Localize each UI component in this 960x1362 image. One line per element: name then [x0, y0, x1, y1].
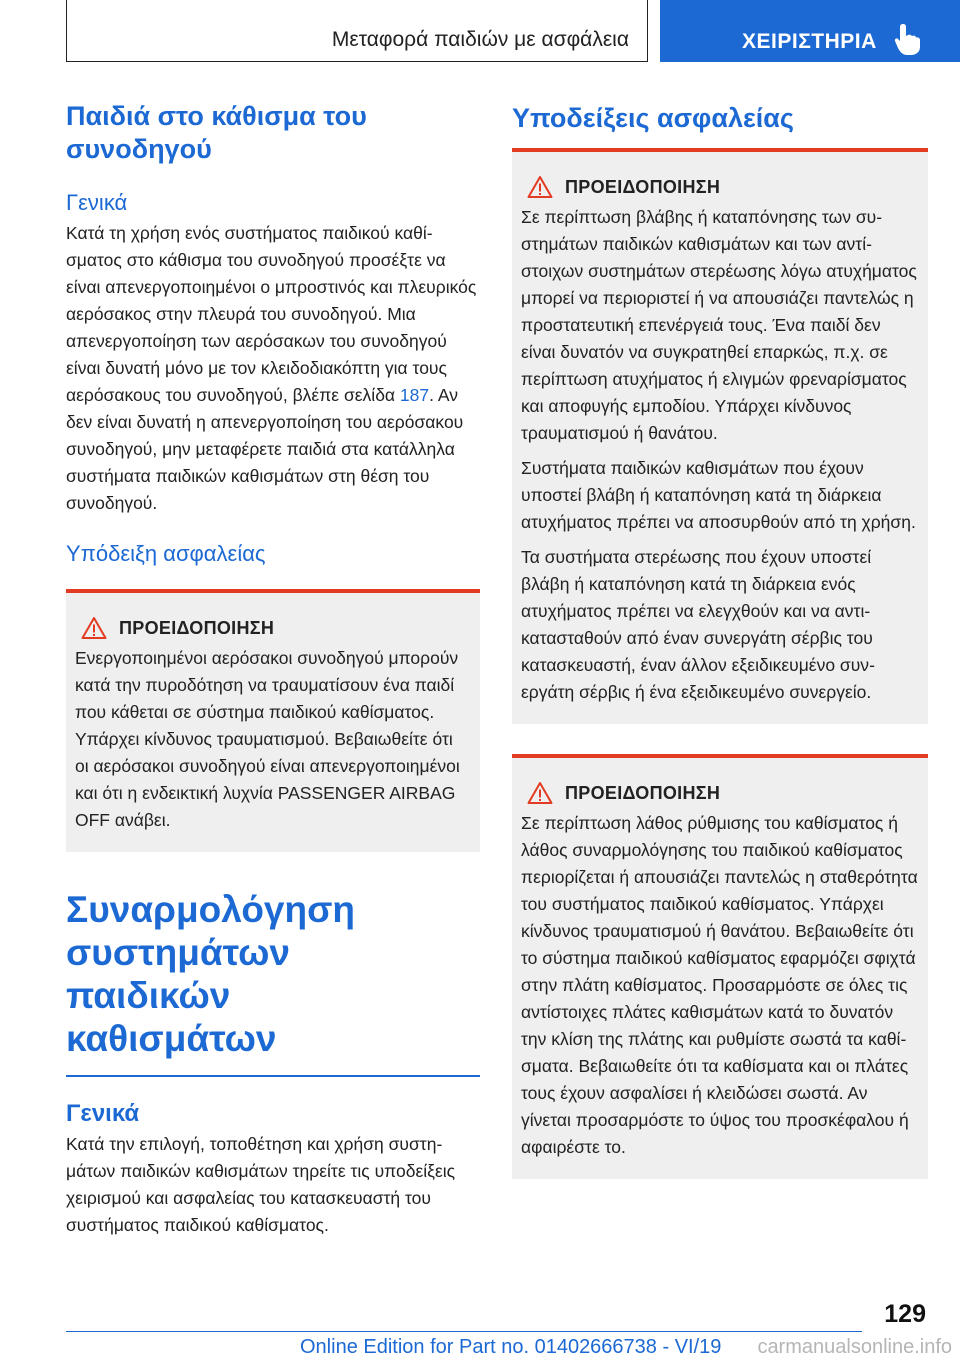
chapter-tab-label: ΧΕΙΡΙΣΤΗΡΙΑ	[742, 30, 877, 53]
warning-triangle-icon	[81, 616, 107, 640]
warning-title: ΠΡΟΕΙΔΟΠΟΙΗΣΗ	[119, 617, 275, 638]
subheading-safety-note: Υπόδειξη ασφαλείας	[66, 541, 266, 566]
section-heading-assembly: Συναρμολόγηση συστημάτων παιδικών καθισμάτων	[66, 889, 356, 1059]
header-title-box	[66, 0, 648, 62]
warning-header	[75, 615, 471, 641]
chapter-tab[interactable]	[660, 0, 960, 62]
warning-triangle-icon	[527, 781, 553, 805]
warning-header	[521, 174, 919, 200]
page-number: 129	[884, 1300, 926, 1328]
warning-text: Ενεργοποιημένοι αερόσακοι συνοδηγού μπορούν κατά την πυροδότηση να τραυματίσουν ένα παιδί που κάθεται σε σύστημα παιδικού καθίσματος. Υπάρχει κίνδυνος τραυματισμού. Βεβαιωθείτε ότι οι αερόσακοι συνοδηγού είναι απενεργοποιημένοι και ότι η ενδεικτική λυχνία PASSENGER AIRBAG OFF ανάβει.	[75, 648, 460, 830]
warning-box-airbag	[66, 589, 480, 852]
general-2-paragraph: Κατά την επιλογή, τοποθέτηση και χρήση συστημάτων παιδικών καθισμάτων τηρείτε τις υποδείξεις χειρισμού και ασφαλείας του κατασκευαστή του συστήματος παιδικού καθίσματος.	[66, 1134, 456, 1235]
footer-divider	[66, 1331, 862, 1332]
subheading-general-2: Γενικά	[66, 1100, 140, 1127]
warning-text-2: Συστήματα παιδικών καθισμάτων που έχουν υποστεί βλάβη ή καταπόνηση κατά τη διάρκεια ατυχήματος πρέπει να αποσυρθούν από τη χρήση.	[521, 458, 916, 532]
warning-text: Σε περίπτωση λάθος ρύθμισης του καθίσματος ή λάθος συναρμολόγησης του παιδικού καθίσματος περιορίζεται ή απουσιάζει παντελώς η σταθερότητα του συστήματος παιδικού καθίσματος. Υπάρχει κίνδυνος τραυματισμού ή θανάτου. Βεβαιωθείτε ότι το σύστημα παιδικού καθίσματος εφαρμόζει σφιχτά στην πλάτη καθίσματος. Προσαρμόστε σε όλες τις αντίστοιχες πλάτες καθισμάτων κατά το δυνατόν την κλίση της πλάτης και ρυθμίστε σωστά τα καθίσματα. Βεβαιωθείτε ότι τα καθίσματα και οι πλάτες τους έχουν ασφαλίσει ή κλειδώσει σωστά. Αν γίνεται προσαρμόστε το ύψος του προσκέφαλου ή αφαιρέστε το.	[521, 813, 918, 1157]
edition-note: Online Edition for Part no. 01402666738 - VI/19	[300, 1336, 722, 1358]
hand-pointer-icon	[894, 22, 922, 56]
warning-header	[521, 780, 919, 806]
warning-triangle-icon	[527, 175, 553, 199]
section-heading-child-seat: Παιδιά στο κάθισμα του συνοδηγού	[66, 101, 367, 164]
left-column	[66, 100, 480, 1239]
warning-box-adjustment	[512, 754, 928, 1179]
general-text-end: . Αν δεν είναι δυνατή η απενεργοποίηση του αερόσακου συνοδηγού, μην μεταφέρετε παιδιά στα κατάλληλα συστήματα παιδικών καθισμάτων στη θέση του συνοδηγού.	[66, 385, 464, 513]
page-link-187[interactable]: 187	[399, 385, 430, 405]
right-column	[512, 100, 928, 1179]
warning-text-3: Τα συστήματα στερέωσης που έχουν υποστεί βλάβη ή καταπόνηση κατά τη διάρκεια ενός ατυχήματος πρέπει να ελεγχθούν και να αντικατασταθούν από έναν συνεργάτη σέρβις του κατασκευαστή, έναν άλλον εξειδικευμένο συνεργάτη σέρβις ή ένα εξειδικευμένο συνεργείο.	[521, 547, 875, 702]
section-heading-safety-notes: Υποδείξεις ασφαλείας	[512, 103, 794, 133]
general-paragraph	[66, 220, 480, 517]
warning-title: ΠΡΟΕΙΔΟΠΟΙΗΣΗ	[565, 176, 721, 197]
warning-box-damage	[512, 148, 928, 724]
subheading-general: Γενικά	[66, 190, 128, 215]
watermark: carmanualsonline.info	[757, 1336, 952, 1358]
warning-title: ΠΡΟΕΙΔΟΠΟΙΗΣΗ	[565, 782, 721, 803]
section-divider	[66, 1075, 480, 1077]
general-text-start: Κατά τη χρήση ενός συστήματος παιδικού καθίσματος στο κάθισμα του συνοδηγού προσέξτε να είναι απενεργοποιημένοι ο μπροστινός και πλευρικός αερόσακος στην πλευρά του συνοδηγού. Μια απενεργοποίηση των αερόσακων του συνοδηγού είναι δυνατή μόνο με τον κλειδοδιακόπτη για τους αερόσακους του συνοδηγού, βλέπε σελίδα	[66, 223, 477, 405]
warning-text-1: Σε περίπτωση βλάβης ή καταπόνησης των συστημάτων παιδικών καθισμάτων και των αντίστοιχων συστημάτων στερέωσης λόγω ατυχήματος μπορεί να περιοριστεί ή να απουσιάζει παντελώς η προστατευτική επενέργειά τους. Ένα παιδί δεν είναι δυνατόν να συγκρατηθεί επαρκώς, π.χ. σε περίπτωση ατυχήματος ή ελιγμών φρεναρίσματος και αποφυγής εμποδίου. Υπάρχει κίνδυνος τραυματισμού ή θανάτου.	[521, 207, 917, 443]
chapter-title: Μεταφορά παιδιών με ασφάλεια	[331, 28, 629, 51]
